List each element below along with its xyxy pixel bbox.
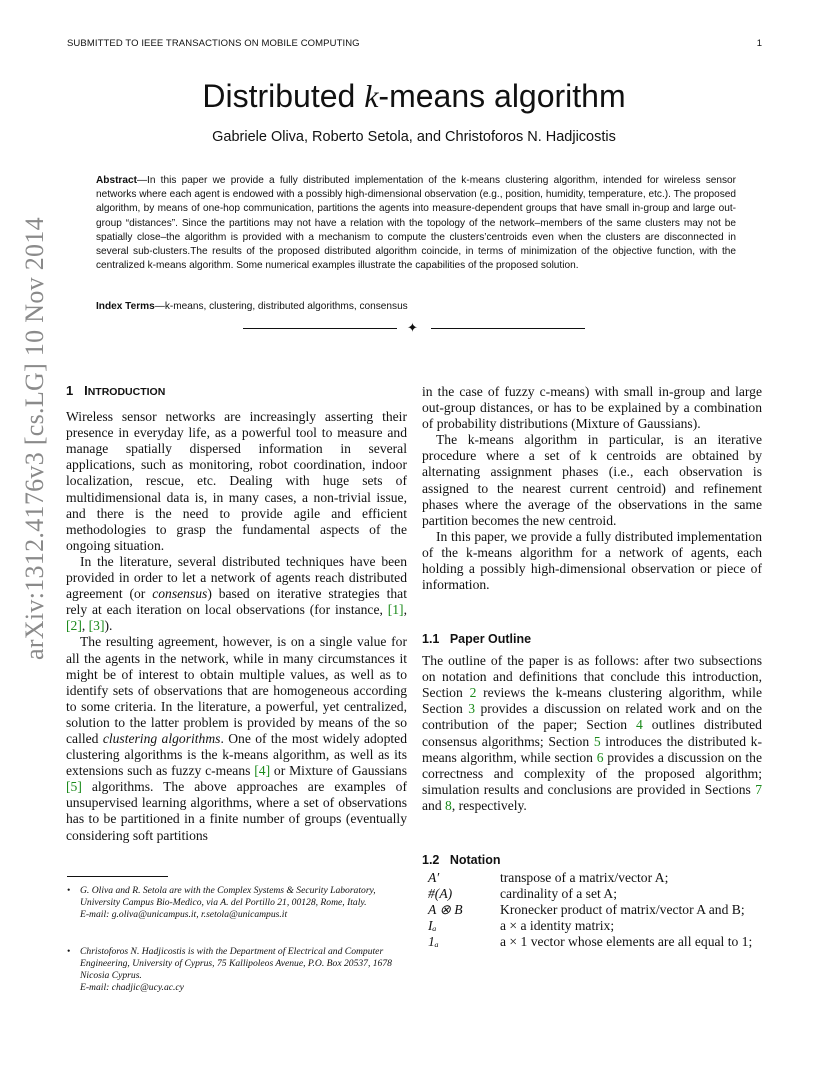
intro-paragraph-1: Wireless sensor networks are increasingly asserting their presence in everyday life, as a powerful tool to measure and manage spatially dispersed information in several applications, such as monitoring, robot coordination, indoor localization, rescue, etc. Dealing with huge sets of multidimensional data is, in many cases, a non-trivial issue, and there is the need to provide agile and efficient methodologies to grasp the fundamental aspects of the ongoing situation. (66, 409, 407, 553)
notation-symbol: A′ (428, 870, 440, 885)
p2-sep-1: , (403, 602, 407, 618)
notation-row (422, 918, 770, 934)
notation-description: a × a identity matrix; (500, 918, 615, 934)
footnote-2-bullet: • (67, 946, 71, 957)
right-paragraph-2: The k-means algorithm in particular, is an iterative procedure where a set of k centroids are obtained by alternating assignment phases (i.e., each observation is assigned to the nearest current centroid) and refinement phases where the average of the observations in the same partition becomes the new centroid. (422, 432, 762, 528)
right-paragraph-1: in the case of fuzzy c-means) with small in-group and large out-group distances, or has to be explained by a combination of probability distributions (Mixture of Gaussians). (422, 384, 762, 432)
outline-text-1: The outline of the paper is as follows: after two subsections on notation and definitions that conclude this introduction, Section (422, 653, 762, 701)
outline-text-7: and (422, 797, 446, 813)
right-paragraph-3: In this paper, we provide a fully distributed implementation of the k-means algorithm for a network of agents, each holding a possibly high-dimensional observation or piece of information. (422, 528, 762, 593)
notation-description: transpose of a matrix/vector A; (500, 870, 669, 885)
title-pre: Distributed (202, 78, 365, 114)
section-ref-8[interactable]: 8 (445, 797, 452, 813)
p2-emphasis: consensus (152, 586, 208, 602)
section-1-1 (422, 631, 762, 814)
section-ref-2[interactable]: 2 (469, 685, 477, 701)
title-k: k (364, 78, 379, 114)
section-1-title-rest: NTRODUCTION (87, 386, 166, 398)
abstract-label: Abstract (96, 175, 137, 186)
index-terms-label: Index Terms (96, 301, 155, 312)
p2-end: ). (104, 618, 113, 634)
notation-symbol: #(A) (428, 886, 453, 902)
notation-row (422, 886, 770, 902)
citation-link-3[interactable]: [3] (88, 618, 105, 634)
footnote-1 (67, 885, 407, 921)
index-terms (96, 301, 736, 312)
section-1-2-title: Notation (449, 853, 501, 867)
divider-diamond-icon: ✦ (407, 320, 418, 335)
p3-text-a: The resulting agreement, however, is on a single value for all the agents in the network, while in many circumstances it might be of interest to obtain multiple values, as well as to identify sets of observations that are homogeneous according to some criteria. In the literature, a powerful, yet centralized, solution to the latter problem is provided by means of the so called (66, 634, 407, 746)
footnote-1-bullet: • (67, 885, 71, 896)
notation-symbol: Iₐ (428, 918, 437, 934)
p3-emphasis: clustering algorithms (102, 730, 221, 746)
divider-line-right (431, 328, 585, 329)
citation-link-5[interactable]: [5] (66, 779, 82, 795)
footnote-2-email: E-mail: chadjic@ucy.ac.cy (80, 982, 184, 993)
notation-description: Kronecker product of matrix/vector A and B; (500, 902, 745, 918)
outline-text-3: provides a discussion on related work and on the contribution of the paper; Section (422, 701, 762, 733)
right-column (422, 384, 762, 593)
section-ref-6[interactable]: 6 (596, 749, 604, 765)
outline-text-4: outlines distributed consensus algorithms; Section (422, 717, 762, 749)
section-1-2-heading (422, 852, 762, 868)
arxiv-stamp-text: arXiv:1312.4176v3 [cs.LG] 10 Nov 2014 (20, 217, 49, 660)
p3-text-c: or Mixture of Gaussians (270, 763, 407, 779)
notation-description: cardinality of a set A; (500, 886, 618, 902)
section-1-2-number: 1.2 (422, 853, 440, 867)
paper-title (0, 78, 828, 115)
p3-text-b: . One of the most widely adopted clustering algorithms is the k-means algorithm, as well as its extensions such as fuzzy c-means (66, 730, 407, 779)
notation-list (422, 870, 770, 950)
index-terms-text: —k-means, clustering, distributed algorithms, consensus (154, 301, 408, 312)
section-ref-5[interactable]: 5 (593, 733, 601, 749)
outline-paragraph (422, 653, 762, 814)
footnote-rule (67, 876, 168, 877)
section-ref-4[interactable]: 4 (636, 717, 643, 733)
citation-link-4[interactable]: [4] (254, 763, 271, 779)
section-1-1-heading (422, 631, 762, 647)
outline-text-6: provides a discussion on the correctness and complexity of the proposed algorithm; simulation results and conclusions are provided in Sections (422, 749, 762, 797)
running-header: SUBMITTED TO IEEE TRANSACTIONS ON MOBILE COMPUTING (67, 38, 360, 49)
abstract-text: —In this paper we provide a fully distributed implementation of the k-means clustering algorithm, intended for wireless sensor networks where each agent is endowed with a possibly high-dimensional observation (e.g., position, humidity, temperature, etc.). The proposed algorithm, by means of one-hop communication, partitions the agents into measure-dependent groups that have small in-group and large out-group “distances”. Since the partitions may not have a relation with the topology of the network–members of the same clusters may not be spatially close–the algorithm is provided with a mechanism to compute the clusters’centroids even when the clusters are disconnected in several sub-clusters.The results of the proposed distributed algorithm coincide, in terms of minimization of the objective function, with the centralized k-means algorithm. Some numerical examples illustrate the capabilities of the proposed solution. (96, 175, 736, 272)
notation-row (422, 934, 770, 950)
abstract (96, 174, 736, 273)
title-post: -means algorithm (378, 78, 626, 114)
p2-text-b: ) based on iterative strategies that rely at each iteration on local observations (for instance, (66, 586, 407, 618)
page-number: 1 (756, 38, 762, 49)
outline-text-8: , respectively. (451, 797, 527, 813)
notation-symbol: 1ₐ (428, 934, 439, 950)
notation-description: a × 1 vector whose elements are all equal to 1; (500, 934, 753, 950)
notation-row (422, 902, 770, 918)
outline-text-2: reviews the k-means clustering algorithm, while Section (422, 685, 762, 717)
notation-row (422, 870, 770, 886)
section-1-title-first: I (84, 383, 88, 398)
intro-paragraph-2 (66, 554, 407, 634)
citation-link-2[interactable]: [2] (66, 618, 82, 634)
divider-line-left (243, 328, 397, 329)
section-1-2 (422, 852, 762, 868)
section-divider (243, 321, 585, 335)
citation-link-1[interactable]: [1] (387, 602, 404, 618)
author-list: Gabriele Oliva, Roberto Setola, and Christoforos N. Hadjicostis (212, 129, 616, 145)
p2-text-a: In the literature, several distributed techniques have been provided in order to let a network of agents reach distributed agreement (or (66, 553, 407, 602)
footnote-2-text: Christoforos N. Hadjicostis is with the Department of Electrical and Computer Engineering, University of Cyprus, 75 Kallipoleos Avenue, P.O. Box 20537, 1678 Nicosia Cyprus. (80, 946, 392, 981)
p3-text-d: algorithms. The above approaches are examples of unsupervised learning algorithms, where a set of observations has to be partitioned in a finite number of groups (eventually considering soft partitions (66, 779, 407, 843)
section-1-heading (66, 383, 407, 400)
p2-sep-2: , (81, 618, 89, 634)
notation-symbol: A ⊗ B (428, 902, 463, 918)
section-1-1-title: Paper Outline (449, 632, 532, 646)
footnote-1-email: E-mail: g.oliva@unicampus.it, r.setola@unicampus.it (80, 909, 288, 920)
section-ref-7[interactable]: 7 (755, 781, 762, 797)
section-1-number: 1 (66, 383, 74, 398)
section-ref-3[interactable]: 3 (468, 701, 476, 717)
left-column (66, 383, 407, 844)
section-1-1-number: 1.1 (422, 632, 440, 646)
arxiv-stamp (20, 217, 50, 660)
outline-text-5: introduces the distributed k-means algorithm, while section (422, 733, 762, 765)
footnote-1-text: G. Oliva and R. Setola are with the Complex Systems & Security Laboratory, University Campus Bio-Medico, via A. del Portillo 21, 00128, Rome, Italy. (80, 885, 376, 908)
intro-paragraph-3 (66, 634, 407, 843)
footnote-2 (67, 946, 407, 994)
